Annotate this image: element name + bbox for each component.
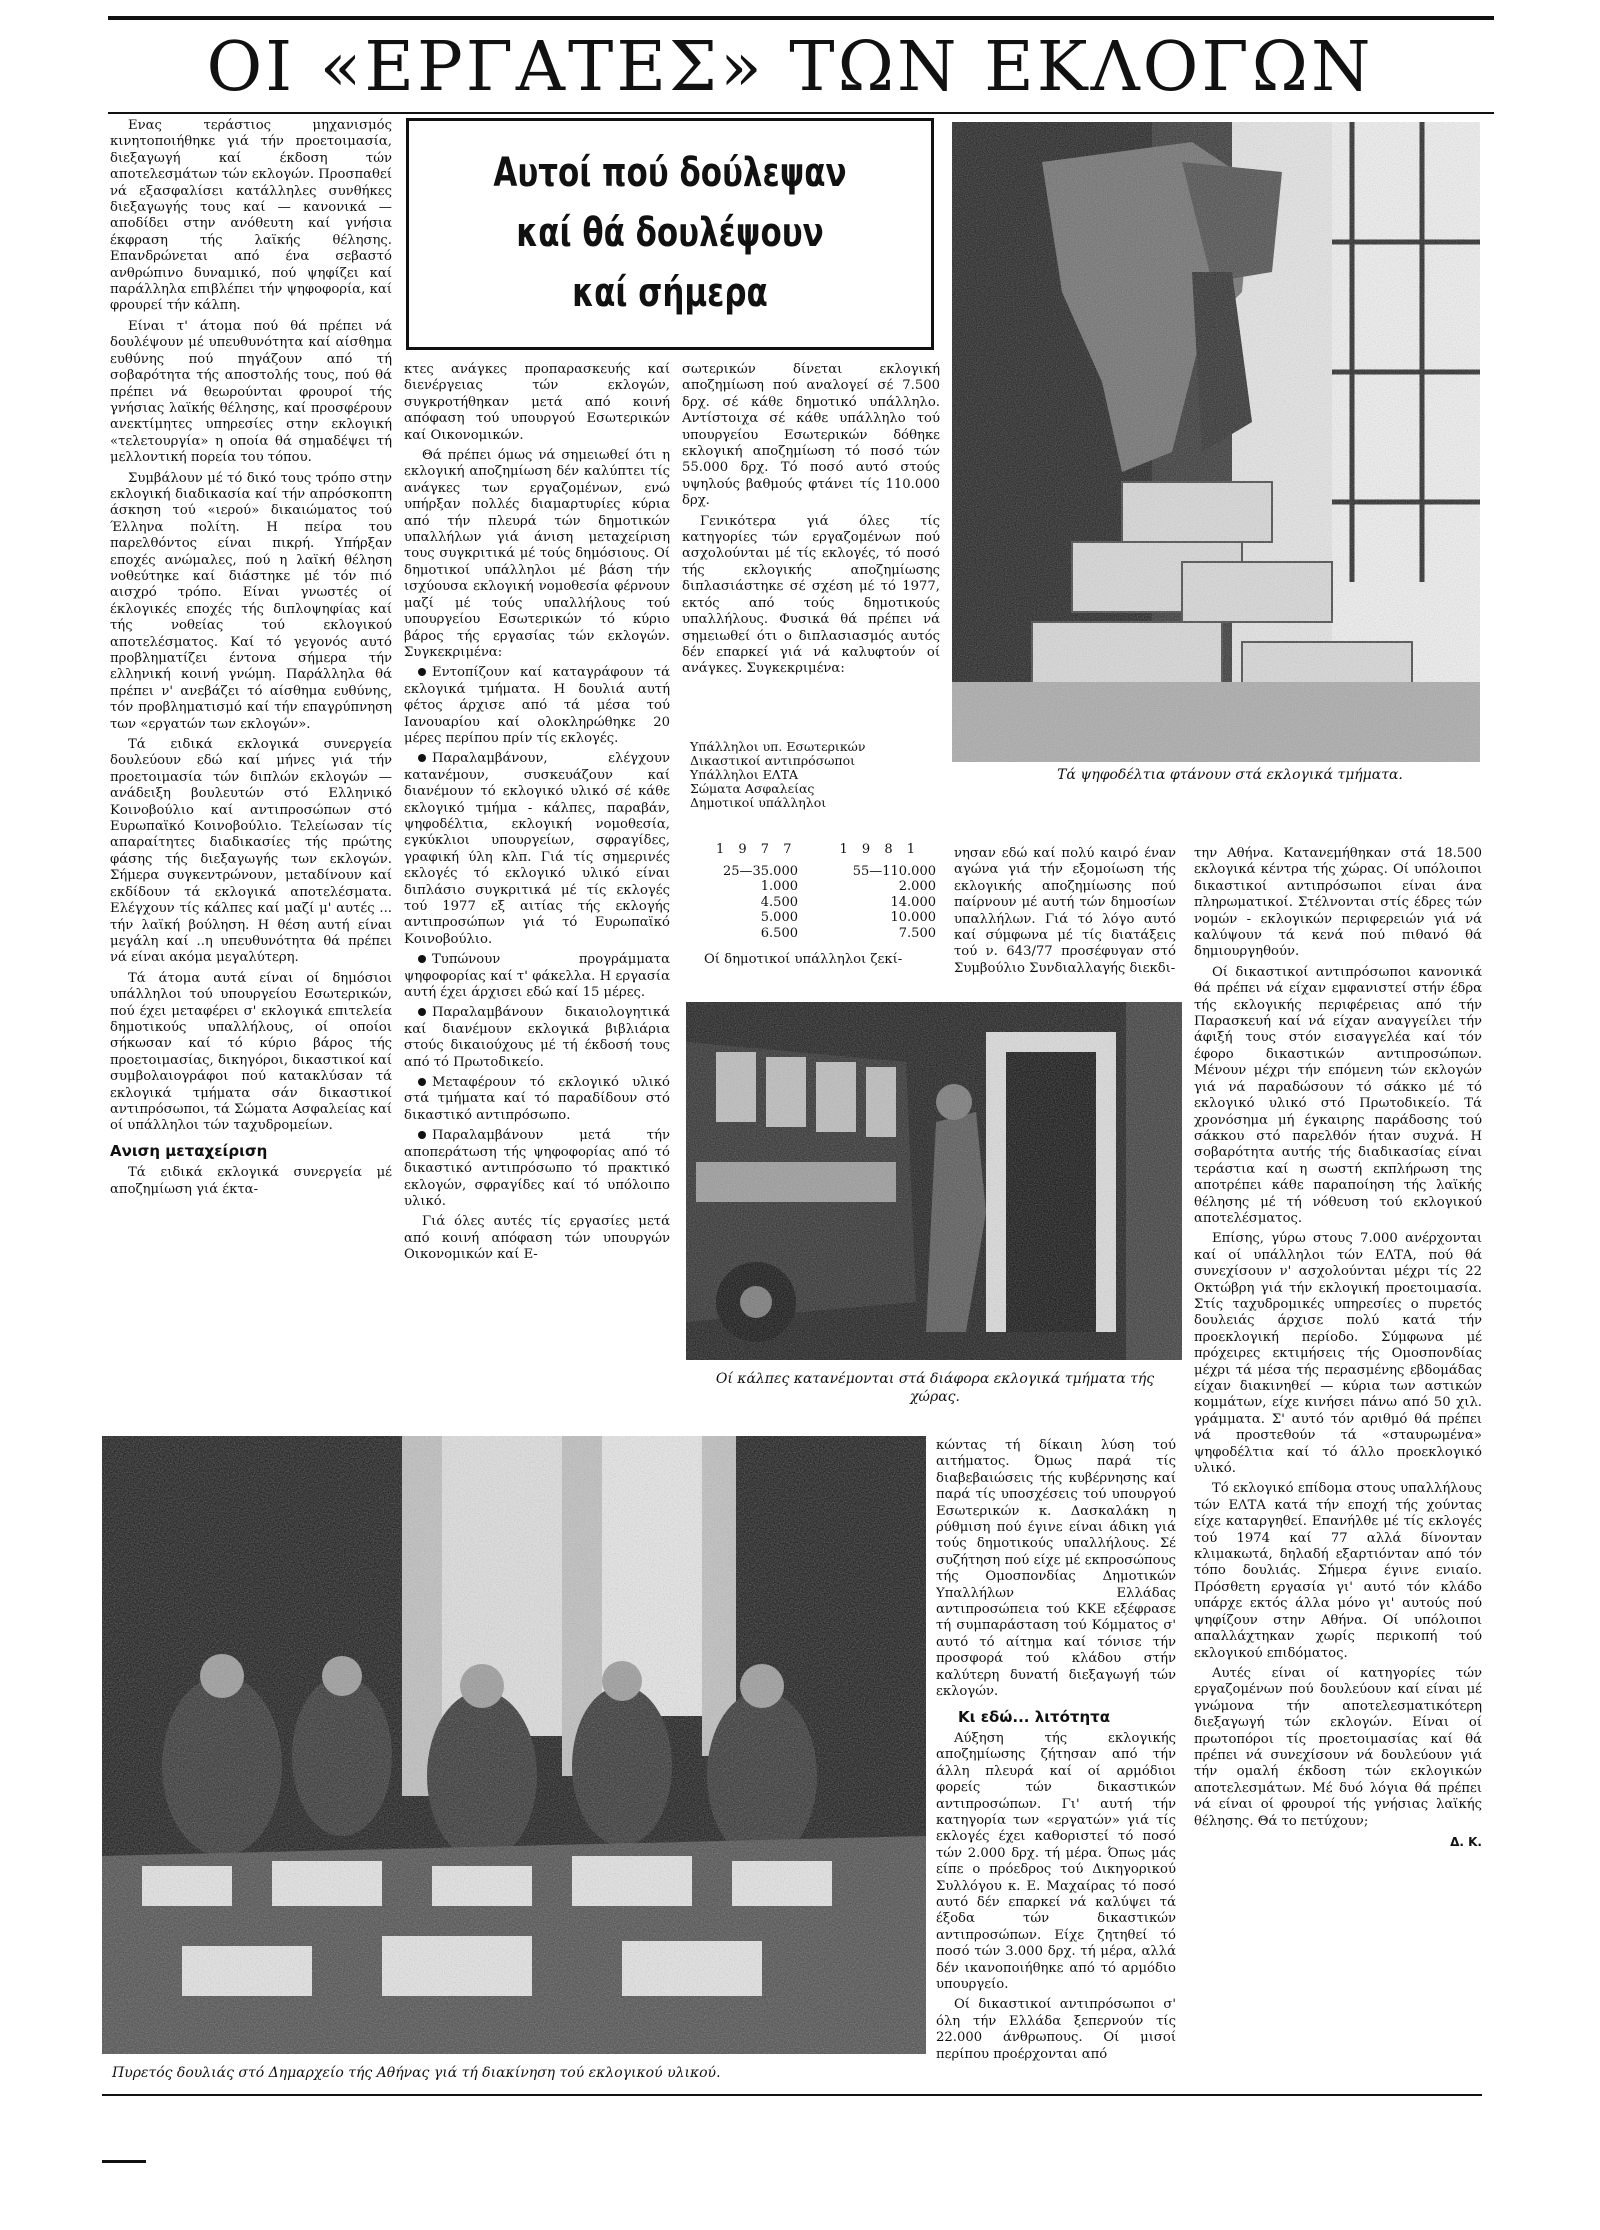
- col6-paragraph: κώντας τή δίκαιη λύση τού αιτήματος. Όμως παρά τίς διαβεβαιώσεις τής κυβέρνησης καί παρά τίς υποσχέσεις τού υπουργού Εσωτερικών κ. Δασκαλάκη η ρύθμιση πού έγινε είναι άδικη γιά τούς δημοτικούς υπαλλήλους. Σέ συζήτηση πού είχε μέ εκπροσώπους τής Ομοσπονδίας Δημοτικών Υπαλλήλων Ελλάδας αντιπροσώπεια τού ΚΚΕ εξέφρασε τή συμπαράσταση τού Κόμματος σ' αυτό τό αίτημα καί τόνισε τήν προσφορά τού κλάδου στήν καλύτερη δυνατή διεξαγωγή τών εκλογών.: [936, 1438, 1176, 1700]
- col2-bullet: [404, 1075, 670, 1124]
- col5-paragraph: Τό εκλογικό επίδομα στους υπαλλήλους τών ΕΛΤΑ κατά τήν εποχή τής χούντας είχε καταργηθεί. Επανήλθε μέ τίς εκλογές τού 1974 καί 77 αλλά δίνονταν κλιμακωτά, δηλαδή εξαρτιόνταν από τόν τόπο δουλιάς. Σήμερα έγινε ενιαίο. Πρόσθετη εργασία γι' αυτό τόν κλάδο υπάρχε εκτός άλλα μόνο γι' αυτούς πού ψηφίζουν στην Αθήνα. Οί υπόλοιποι απαλλάχτηκαν χωρίς περικοπή τού εκλογικού επιδόματος.: [1194, 1481, 1482, 1661]
- col5-paragraph: την Αθήνα. Κατανεμήθηκαν στά 18.500 εκλογικά κέντρα τής χώρας. Οί υπόλοιποι δικαστικοί αντιπρόσωποι είναι άνα πληρωματικοί. Στέλνονται στίς έδρες τών νομών - εκλογικών περιφερειών γιά νά καλύψουν τά κενά πού πιθανό θά δημιουργηθούν.: [1194, 846, 1482, 960]
- caption-photo-ballots: Τά ψηφοδέλτια φτάνουν στά εκλογικά τμήματα.: [1057, 767, 1403, 783]
- deck-line: Αυτοί πού δούλεψαν: [493, 150, 847, 196]
- category-item: Υπάλληλοι υπ. Εσωτερικών: [690, 739, 866, 754]
- col3-paragraph: Γενικότερα γιά όλες τίς κατηγορίες τών εργαζομένων πού ασχολούνται μέ τίς εκλογές, τό ποσό τής εκλογικής αποζημίωσης διπλασιάστηκε σέ σχέση μέ τό 1977, εκτός από τούς δημοτικούς υπαλλήλους. Φυσικά θά πρέπει νά σημειωθεί ότι ο διπλασιασμός αυτός δέν επαρκεί γιά νά καλυφτούν οί ανάγκες. Συγκεκριμένα:: [682, 513, 940, 677]
- table-header: [688, 842, 940, 864]
- col2-bullet-text: Τυπώνουν προγράμματα ψηφοφορίας καί τ' φάκελλα. Η εργασία αυτή έχει άρχισει εδώ καί 15 μέρες.: [404, 952, 670, 1001]
- table-cell: 2.000: [898, 879, 936, 894]
- corner-mark: [102, 2160, 146, 2163]
- table-cell: 1.000: [760, 879, 798, 894]
- article-column-3-end: [704, 952, 940, 972]
- table-cell: 14.000: [890, 894, 936, 910]
- col2-bullet: [404, 665, 670, 747]
- table-row: [688, 864, 940, 880]
- table-row: [688, 879, 940, 895]
- col1-paragraph: Ενας τεράστιος μηχανισμός κινητοποιήθηκε γιά τήν προετοιμασία, διεξαγωγή καί έκδοση τών αποτελεσμάτων τών εκλογών. Προσπαθεί νά εξασφαλίσει κατάλληλες συνθήκες διεξαγωγής τους καί — κανονικά — αποδίδει στην ανόθευτη καί γνήσια έκφραση τής λαϊκής θέλησης. Επανδρώνεται από ένα σεβαστό ανθρώπινο δυναμικό, πού ψηφίζει καί παράλληλα επιβλέπει τήν ψηφοφορία, καί φρουρεί τήν κάλπη.: [110, 118, 392, 314]
- col2-bullet: [404, 952, 670, 1001]
- category-list: [690, 740, 940, 810]
- table-row: [688, 895, 940, 911]
- photo-ballot-boxes: [686, 1002, 1182, 1360]
- photo-city-hall-image: [102, 1436, 926, 2054]
- col1-paragraph: Τά ειδικά εκλογικά συνεργεία δουλεύουν εδώ καί μήνες γιά τήν προετοιμασία τών διπλών εκλογών — ανάδειξη βουλευτών στό Ελληνικό Κοινοβούλιο καί αντιπροσώπων στό Ευρωπαϊκό Κοινοβούλιο. Τελείωσαν τίς απαραίτητες διαδικασίες τής πρώτης φάσης τής διεξαγωγής των εκλογών. Σήμερα συγκεντρώνουν, μεταδίνουν καί εκδίδουν τά εκλογικά αποτελέσματα. Ελέγχουν τίς κάλπες καί μαζί μ' αυτές ... τήν λαϊκή βούληση. Η θέση αυτή είναι μεγάλη καί ..η υπευθυνότητα θά πρέπει νά είναι ακόμα μεγαλύτερη.: [110, 737, 392, 966]
- table-cell: 7.500: [898, 925, 936, 941]
- col6-paragraph: Αύξηση τής εκλογικής αποζημίωσης ζήτησαν από τήν άλλη πλευρά καί οί αρμόδιοι φορείς τών δικαστικών αντιπροσώπων. Γι' αυτή τήν κατηγορία των «εργατών» γιά τίς εκλογές έχει καθοριστεί τό ποσό τών 2.000 δρχ. τή μέρα. Όπως μάς είπε ο πρόεδρος τού Δικηγορικού Συλλόγου κ. Ε. Μαχαίρας τό ποσό αυτό δέν επαρκεί νά καλύψει τά έξοδα τών δικαστικών αντιπροσώπων. Είχε ζητηθεί τό ποσό τών 3.000 δρχ. τή μέρα, αλλά δέν ικανοποιήθηκε από τό αρμόδιο υπουργείο.: [936, 1730, 1176, 1992]
- col6-paragraph: Οί δικαστικοί αντιπρόσωποι σ' όλη τήν Ελλάδα ξεπερνούν τίς 22.000 άνθρωπους. Οί μισοί περίπου προέρχονται από: [936, 1997, 1176, 2062]
- category-item: Δημοτικοί υπάλληλοι: [690, 795, 827, 810]
- col2-paragraph: Γιά όλες αυτές τίς εργασίες μετά από κοινή απόφαση τών υπουργών Οικονομικών καί Ε-: [404, 1214, 670, 1263]
- col5-paragraph: Αυτές είναι οί κατηγορίες τών εργαζομένων πού δουλεύουν καί είναι μέ γνώμονα τήν αποτελεσματικότερη διεξαγωγή τών εκλογών. Είναι οί πρωτοπόροι τίς προετοιμασίας καί θά πρέπει νά συνεχίσουν νά δουλεύουν γιά τήν ομαλή έκδοση τών εκλογικών αποτελεσμάτων. Μέ δυό λόγια θά πρέπει νά είναι οί φρουροί τής γνήσιας λαϊκής θέλησης. Θά το πετύχουν;: [1194, 1665, 1482, 1829]
- bullet-icon: [418, 1078, 426, 1086]
- col2-bullet-text: Παραλαμβάνουν, ελέγχουν κατανέμουν, συσκευάζουν καί διανέμουν τό εκλογικό υλικό σέ κάθε εκλογικό τμήμα - κάλπες, παραβάν, ψηφοδέλτια, εκλογική νομοθεσία, εγκύκλιοι υπουργείων, σφραγίδες, γραφική ύλη κλπ. Γιά τίς σημερινές εκλογές τό εκλογικό υλικό είναι διπλάσιο συγκριτικά μέ τίς εκλογές τού 1977 εξ αιτίας τής εκλογής αντιπροσώπων γιά τό Ευρωπαϊκό Κοινοβούλιο.: [404, 751, 670, 947]
- article-column-6: [936, 1438, 1176, 2178]
- col2-bullet: [404, 1128, 670, 1210]
- col6-subhead: Κι εδώ... λιτότητα: [958, 1707, 1111, 1726]
- caption-photo-city-hall: Πυρετός δουλιάς στό Δημαρχείο τής Αθήνας γιά τή διακίνηση τού εκλογικού υλικού.: [112, 2065, 721, 2081]
- bullet-icon: [418, 754, 426, 762]
- bullet-icon: [418, 1131, 426, 1139]
- deck-box: [406, 118, 934, 350]
- page-headline: ΟΙ «ΕΡΓΑΤΕΣ» ΤΩΝ ΕΚΛΟΓΩΝ: [206, 28, 1374, 107]
- bottom-rule: [102, 2094, 1482, 2096]
- table-year: 1 9 8 1: [839, 842, 920, 857]
- photo-ballot-boxes-image: [686, 1002, 1182, 1360]
- table-year: 1 9 7 7: [716, 842, 797, 857]
- table-cell: 55—110.000: [852, 863, 936, 879]
- col3-paragraph: Οί δημοτικοί υπάλληλοι ζεκί-: [704, 952, 903, 967]
- category-item: Δικαστικοί αντιπρόσωποι: [690, 753, 856, 768]
- category-item: Υπάλληλοι ΕΛΤΑ: [690, 767, 799, 782]
- col1-paragraph: Συμβάλουν μέ τό δικό τους τρόπο στην εκλογική διαδικασία καί τήν απρόσκοπτη άσκηση τού «ιερού» δικαιώματος τού Έλληνα πολίτη. Η πείρα του παρελθόντος είναι πικρή. Υπήρξαν εποχές ανώμαλες, πού η λαϊκή θέληση νοθεύτηκε καί διάστηκε μέ τόν πιό αισχρό τρόπο. Είναι γνωστές οί έκλογικές εποχές τής διπλοψηφίας καί τής νοθείας τού εκλογικού αποτελέσματος. Καί τό γεγονός αυτό προβληματίζει έντονα σήμερα τήν ελληνική κοινή γνώμη. Παράλληλα θά πρέπει ν' ανεβάζει τό αίσθημα ευθύνης, τόν προβληματισμό καί τήν επαγρύπνηση των «εργατών των εκλογών».: [110, 470, 392, 732]
- bullet-icon: [418, 955, 426, 963]
- table-row: [688, 910, 940, 926]
- category-item: Σώματα Ασφαλείας: [690, 781, 815, 796]
- col2-bullet-text: Παραλαμβάνουν μετά τήν αποπεράτωση τής ψηφοφορίας από τό δικαστικό αντιπρόσωπο τό πρακτικό εκλογών, σφραγίδες καί τό υπόλοιπο υλικό.: [404, 1128, 670, 1209]
- article-column-4: [954, 846, 1176, 988]
- top-rule: [108, 16, 1494, 20]
- col5-paragraph: Οί δικαστικοί αντιπρόσωποι κανονικά θά πρέπει νά είχαν εμφανιστεί στήν έδρα τής εκλογικής περιφέρειας από τήν Παρασκευή καί νά είχαν αναγγείλει τήν άφιξή τους στόν εισαγγελέα καί τόν έφορο δικαστικών αντιπροσώπων. Μένουν μέχρι τήν επόμενη τών εκλογών γιά νά παραδώσουν τό σάκκο μέ τό εκλογικό υλικό στό Πρωτοδικείο. Τά χρονόσημα μή έγκαιρης παράδοσης τού σάκκου στό παρελθόν ήταν συχνά. Η σοβαρότητα αυτής τής διαδικασίας είναι τεράστια καί η σωστή εκπλήρωση της αποτρέπει κάθε παραποίηση τής λαϊκής θέλησης μέ τή νόθευση τού εκλογικού αποτελέσματος.: [1194, 964, 1482, 1226]
- article-column-1: [110, 118, 392, 1443]
- deck-line: καί θά δουλέψουν: [516, 210, 824, 256]
- compensation-table: [688, 842, 940, 941]
- article-column-2: [404, 362, 670, 1417]
- col3-paragraph: σωτερικών δίνεται εκλογική αποζημίωση πού αναλογεί σέ 7.500 δρχ. σέ κάθε δημοτικό υπάλληλο. Αντίστοιχα σέ κάθε υπάλληλο τού υπουργείου Εσωτερικών δόθηκε εκλογική αποζημίωση τό ποσό τών 55.000 δρχ. Τό ποσό αυτό στούς υψηλούς βαθμούς φτάνει τίς 110.000 δρχ.: [682, 362, 940, 509]
- col1-paragraph: Είναι τ' άτομα πού θά πρέπει νά δουλέψουν μέ υπευθυνότητα καί αίσθημα ευθύνης πού πηγάζουν από τή σοβαρότητα τής αποστολής τους, πού θά πρέπει νά θεωρούνται φρουροί τής γνήσιας λαϊκής θέλησης, καί προσφέρουν ανεκτίμητες υπηρεσίες στην εκλογική «τελετουργία» η οποία θά σημαδέψει τή μελλοντική πορεία του τόπου.: [110, 318, 392, 466]
- caption-photo-ballot-boxes: Οί κάλπες κατανέμονται στά διάφορα εκλογικά τμήματα τής χώρας.: [715, 1371, 1155, 1405]
- article-column-3: [682, 362, 940, 732]
- photo-ballots: [952, 122, 1480, 762]
- col2-paragraph: κτες ανάγκες προπαρασκευής καί διενέργειας τών εκλογών, συγκροτήθηκαν μετά από κοινή απόφαση τού υπουργού Εσωτερικών καί Οικονομικών.: [404, 362, 670, 443]
- table-cell: 4.500: [760, 894, 798, 910]
- table-row: [688, 926, 940, 942]
- bullet-icon: [418, 1008, 426, 1016]
- photo-city-hall: [102, 1436, 926, 2054]
- table-cell: 25—35.000: [722, 863, 798, 879]
- col4-paragraph: νησαν εδώ καί πολύ καιρό έναν αγώνα γιά τήν εξομοίωση τής εκλογικής αποζημίωσης πού παίρνουν μέ αυτή τών δημοσίων υπαλλήλων. Γιά τό λόγο αυτό καί σύμφωνα μέ τίς διατάξεις τού ν. 643/77 προσέφυγαν στό Συμβούλιο Συνδιαλλαγής διεκδι-: [954, 846, 1176, 976]
- table-cell: 5.000: [760, 910, 798, 925]
- col2-bullet-text: Παραλαμβάνουν δικαιολογητικά καί διανέμουν εκλογικά βιβλιάρια στούς δικαιούχους μέ τή έκδοσή τους από τό Πρωτοδικείο.: [404, 1005, 670, 1070]
- col2-bullet-text: Μεταφέρουν τό εκλογικό υλικό στά τμήματα καί τό παραδίδουν στό δικαστικό αντιπρόσωπο.: [404, 1075, 670, 1123]
- table-cell: 10.000: [890, 910, 936, 925]
- col2-bullet: [404, 1005, 670, 1071]
- col1-paragraph: Τά άτομα αυτά είναι οί δημόσιοι υπάλληλοι τού υπουργείου Εσωτερικών, πού έχει μεταφέρει σ' εκλογικά επιτελεία δημοτικούς υπαλλήλους, οί οποίοι σήκωσαν καί τό κύριο βάρος τής προετοιμασίας, δικηγόροι, δικαστικοί καί συμβολαιογράφοι πού κατακλύσαν τά εκλογικά τμήματα σάν δικαστικοί αντιπρόσωποι, τά Σώματα Ασφαλείας καί οί υπάλληλοι τών ταχυδρομείων.: [110, 970, 392, 1134]
- col2-bullet: [404, 751, 670, 948]
- col2-paragraph: Θά πρέπει όμως νά σημειωθεί ότι η εκλογική αποζημίωση δέν καλύπτει τίς ανάγκες των εργαζομένων, ενώ υπήρξαν πολλές διαμαρτυρίες κύρια από τήν πλευρά τών δημοτικών υπαλλήλων γιά άνιση μεταχείριση τους συγκριτικά μέ τούς δημόσιους. Οί δημοτικοί υπάλληλοι μέ βάση τήν ισχύουσα εκλογική νομοθεσία φέρνουν μαζί μέ τούς υπαλλήλους τού υπουργείου Εσωτερικών τό κύριο βάρος τής εργασίας τών εκλογών. Συγκεκριμένα:: [404, 448, 670, 660]
- col1-subhead: Ανιση μεταχείριση: [110, 1141, 268, 1160]
- headline-rule: [108, 112, 1494, 114]
- deck-text: [446, 143, 895, 323]
- col2-bullet-text: Εντοπίζουν καί καταγράφουν τά εκλογικά τμήματα. Η δουλιά αυτή φέτος άρχισε από τά μέσα τού Ιανουαρίου καί ολοκληρώθηκε 20 μέρες περίπου πρίν τίς εκλογές.: [404, 665, 670, 746]
- deck-line: καί σήμερα: [572, 270, 768, 316]
- col1-paragraph: Τά ειδικά εκλογικά συνεργεία μέ αποζημίωση γιά έκτα-: [110, 1165, 392, 1197]
- article-column-5: [1194, 846, 1482, 2166]
- col5-paragraph: Επίσης, γύρω στους 7.000 ανέρχονται καί οί υπάλληλοι τών ΕΛΤΑ, πού θά συνεχίσουν ν' ασχολούνται μέχρι τίς 22 Οκτώβρη γιά τήν εκλογική προετοιμασία. Στίς ταχυδρομικές υπηρεσίες ο πυρετός δουλειάς άρχισε πολύ κατά τήν προεκλογική περίοδο. Σύμφωνα μέ πρόχειρες εκτιμήσεις τής Ομοσπονδίας μέχρι τά μέσα τής περασμένης εβδομάδας είχαν διακινηθεί — κύρια των αστικών κομμάτων, είχε κινήσει πάνω από 50 χιλ. γράμματα. Σ' αυτό τόν αριθμό θά πρέπει νά προστεθούν τά «σταυρωμένα» ψηφοδέλτια καί τό άλλο προεκλογικό υλικό.: [1194, 1231, 1482, 1477]
- table-cell: 6.500: [760, 925, 798, 941]
- bullet-icon: [418, 668, 426, 676]
- photo-ballots-image: [952, 122, 1480, 762]
- author-signature: Δ. Κ.: [1450, 1834, 1482, 1849]
